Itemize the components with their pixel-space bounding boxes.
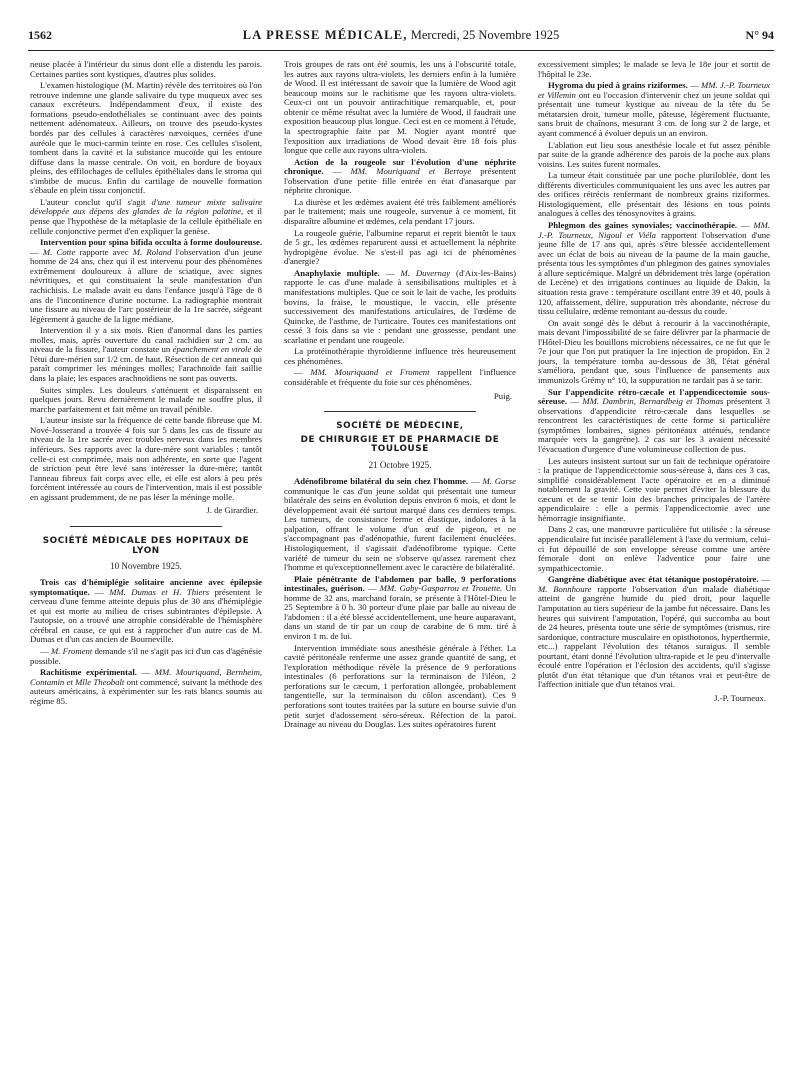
author: M. Froment [50, 646, 93, 657]
society-title: SOCIÉTÉ DE MÉDECINE, [336, 421, 464, 432]
page-header [28, 28, 774, 51]
divider [324, 411, 476, 412]
author: MM. Mouriquand et Bertoye [350, 166, 472, 177]
article-heading: Plaie pénétrante de l'abdomen par balle, 9 perforations intestinales, guérison. [284, 573, 516, 594]
paragraph: neuse placée à l'intérieur du sinus dont elle a distendu les parois. Certaines parties sont kystiques, d'autres plus solides. [30, 60, 262, 79]
divider [70, 526, 222, 527]
session-date: 21 Octobre 1925. [368, 460, 432, 471]
page-number: 1562 [28, 28, 52, 42]
article-heading: Hygroma du pied à grains riziformes. [548, 80, 688, 91]
paragraph: Intervention il y a six mois. Rien d'anormal dans les parties molles, mais, après ouverture du canal rachidien sur 2 cm. au niveau de la fissure, l'auteur constate un épanchement en virole de l'étui dure-mérien sur 1/2 cm. de haut. Résection de cet anneau qui paraît comprimer les méninges molles; l'arachnoïde fait saillie dans la plaie; les espaces arachnoïdiens ne sont pas ouverts. [30, 325, 262, 383]
article-entry: Intervention pour spina bifida occulta à forme douloureuse. — M. Cotte rapporte avec M. Roland l'observation d'un jeune homme de 24 ans, chez qui il est intervenu pour des phénomènes extrêmement douloureux à allure de sciatique, avec signes névritiques, et qui constituaient la seule manifestation d'un rachichisis. Le malade avait eu dans l'enfance jusqu'à l'âge de 8 ans de l'incontinence d'urine nocturne. La radiographie montrait une fissure au niveau de l'arc postérieur de la 1re sacrée, siégeant légèrement à gauche de la ligne médiane. [30, 237, 262, 324]
paragraph: Trois groupes de rats ont été soumis, les uns à l'obscurité totale, les autres aux rayons ultra-violets, les derniers enfin à la lumière de Wood. Il est intéressant de savoir que la lumière de Wood agit beaucoup moins sur le rachitisme que les rayons ultra-violets. Ceux-ci ont un pouvoir antirachitique remarquable, et, pour obtenir ce même résultat avec la lumière de Wood, il faudrait une exposition beaucoup plus longue. Ceci est en ce moment à l'étude, la spectrographie faite par M. Nogier ayant montré que l'exposition aux irradiations de Wood devait être 18 fois plus longue que celle aux rayons ultra-violets. [284, 60, 516, 156]
article-heading: Adénofibrome bilatéral du sein chez l'homme. [294, 476, 469, 487]
article-entry: Phlegmon des gaines synoviales; vaccinothérapie. — MM. J.-P. Tourneux, Nigoul et Viéla rapportent l'observation d'une jeune fille de 17 ans qui, après s'être blessée accidentellement avec un éclat de bois au niveau de la paume de la main gauche, présenta tous les symptômes d'un phlegmon des gaines synoviales à allure septicémique. Malgré un débridement très large (opération de Lecène) et des irrigations continues au liquide de Dakin, la situation resta grave : température oscillant entre 39 et 40, pouls à 120, affaissement, délire, suppuration très abondante, nécrose du tissu cellulaire, œdème remontant au-dessus du coude. [538, 220, 770, 317]
article-entry: Plaie pénétrante de l'abdomen par balle, 9 perforations intestinales, guérison. — MM. Gaby-Gasparrou et Trouette. Un homme de 32 ans, marchand forain, se présente à l'Hôtel-Dieu le 25 Septembre à 0 h. 30 porteur d'une plaie par balle au niveau de l'abdomen : il a été blessé accidentellement, une heure auparavant, dans un stand de tir par un coup de carabine de 6 mm. tiré à environ 1 m. de lui. [284, 573, 516, 642]
article-heading: Action de la rougeole sur l'évolution d'une néphrite chronique. [284, 156, 516, 177]
author: M. Cotte [42, 246, 76, 257]
author: M. Gorse [482, 476, 516, 487]
article-entry: Adénofibrome bilatéral du sein chez l'homme. — M. Gorse communique le cas d'un jeune soldat qui présentait une tumeur bilatérale des seins en évolution depuis environ 6 mois, et dont le développement avait été surtout marqué dans ces derniers temps. Les tumeurs, de consistance ferme et élastique, indolores à la palpation, offrant le volume d'un œuf de pigeon, et ne s'accompagnant pas d'adénopathie, furent facilement énucléées. Histologiquement, il s'agissait d'adénofibrome typique. Cette variété de tumeur du sein ne s'observe qu'assez rarement chez l'homme et qu'exceptionnellement avec le caractère de bilatéralité. [284, 476, 516, 573]
article-entry: Sur l'appendicite rétro-cæcale et l'appendicectomie sous-séreuse. — MM. Dambrin, Bernardbeig et Thomas présentent 3 observations d'appendicite rétro-cæcale dans lesquelles se rencontrent les caractéristiques de cette forme si particulière (symptômes lombaires, signes péritonéaux atténués, tendance marquée vers la gangrène). 2 cas sur les 3 avaient nécessité l'évacuation d'urgence d'une volumineuse collection de pus. [538, 386, 770, 454]
session-date: 10 Novembre 1925. [110, 561, 182, 572]
paragraph: La tumeur était constituée par une poche pluriloblée, dont les différents diverticules communiquaient les uns avec les autres par des orifices rétrécis renfermant de nombreux grains riziformes. Histologiquement, elle présentait des lésions en tous points analogues à celles des ténosynovites à grains. [538, 170, 770, 219]
article-heading: Gangrène diabétique avec état tétanique postopératoire. [548, 574, 759, 585]
issue-number: N° 94 [745, 28, 774, 42]
society-title: SOCIÉTÉ MÉDICALE DES HOPITAUX DE LYON [42, 535, 250, 556]
paragraph: La rougeole guérie, l'albumine reparut et reprit bientôt le taux de 5 gr., les œdèmes reparurent aussi et actuellement la néphrite hydropigène évolue. Ne s'est-il pas agi ici de phénomènes d'anergie? [284, 227, 516, 267]
paragraph: Les auteurs insistent surtout sur un fait de technique opératoire : la pratique de l'appendicectomie sous-séreuse à, dans ces 3 cas, simplifié considérablement l'acte opératoire et en a diminué notablement la gravité. Cette voie permet d'éviter la blessure du cæcum et de se tenir loin des branches principales de l'artère appendiculaire : elle a permis l'appendicectomie avec une hémorragie insignifiante. [538, 455, 770, 523]
article-entry: Gangrène diabétique avec état tétanique postopératoire. — M. Bonnhoure rapporte l'observation d'un malade diabétique atteint de gangrène humide du pied droit, pour laquelle l'amputation au tiers supérieur de la jambe fut nécessaire. Dans les heures qui suivirent l'amputation, l'opéré, qui succomba au bout de 24 heures, présenta toute une série de symptômes (trismus, rire sardonique, contracture musculaire en opisthotonos, hyperthermie, etc...) rappelant l'évolution des tétanos suraigus. Il semble pourtant, étant donné l'évolution ultra-rapide et le peu d'intervalle écoulé entre l'opération et l'éclosion des accidents, qu'il s'agisse plutôt d'un état tétanique que d'un tétanos vrai et peut-être de l'affection initiale que d'un tétanos vrai. [538, 574, 770, 690]
author: MM. J.-P. Tourneux et Villemin [538, 80, 770, 100]
article-heading: Intervention pour spina bifida occulta à forme douloureuse. [40, 237, 262, 248]
author: M. Duvernay [400, 267, 451, 278]
society-title: DE CHIRURGIE ET DE PHARMACIE DE TOULOUSE [300, 434, 500, 455]
article-entry: Hygroma du pied à grains riziformes. — MM. J.-P. Tourneux et Villemin ont eu l'occasion d'intervenir chez un jeune soldat qui présentait une tumeur kystique au niveau de la tête du 5e métatarsien droit, tumeur molle, pâteuse, légèrement fluctuante, sans bruit de chaînons, mesurant 3 cm. de long sur 2 de large, et ayant commencé à évoluer depuis un an environ. [538, 80, 770, 138]
paragraph: L'auteur conclut qu'il s'agit d'une tumeur mixte salivaire développée aux dépens des glandes de la région palatine, et il pense que l'hypothèse de la métaplasie de la cellule épithéliale en cellule conjonctive permet d'en expliquer la genèse. [30, 196, 262, 236]
journal-masthead [28, 28, 774, 43]
paragraph: excessivement simples; le malade se leva le 18e jour et sortit de l'hôpital le 23e. [538, 60, 770, 79]
author: MM. Gaby-Gasparrou et Trouette. [379, 583, 503, 594]
author: MM. Dumas et H. Thiers [109, 586, 210, 597]
paragraph: L'ablation eut lieu sous anesthésie locale et fut assez pénible par suite de la grande adhérence des parois de la poche aux plans voisins. Les suites furent normales. [538, 139, 770, 169]
author: MM. J.-P. Tourneux, Nigoul et Viéla [538, 220, 770, 240]
journal-title: LA PRESSE MÉDICALE, [242, 28, 408, 42]
paragraph: L'auteur insiste sur la fréquence de cette bande fibreuse que M. Nové-Josserand a trouvée 4 fois sur 5 dans les cas de fissure au niveau de la 1re sacrée avec troubles nerveux dans les membres inférieurs. Ses rapports avec la dure-mère sont variables : tantôt celle-ci est comprimée, mais non adhérente, en sorte que l'agent de striction peut être levé sans intéresser la dure-mère; tantôt l'anneau fibreux fait corps avec elle, et elle est alors à peu près forcément intéressée au cours de l'intervention, mais il est possible en agissant prudemment, de ne pas léser la méninge molle. [30, 415, 262, 502]
article-entry: Anaphylaxie multiple. — M. Duvernay (d'Aix-les-Bains) rapporte le cas d'une malade à sensibilisations multiples et à manifestations multiples. Que ce soit le lait de vache, les produits bovins, la fraise, le moustique, le vaccin, elle présente successivement des manifestations articulaires, de l'œdème de Quincke, de l'asthme, de l'urticaire. Toutes ces manifestations ont cessé 3 fois dans sa vie : pendant une grossesse, pendant une scarlatine et pendant une rougeole. [284, 267, 516, 345]
article-entry: Rachitisme expérimental. — MM. Mouriquand, Bernheim, Contamin et Mlle Theobalt ont commencé, suivant la méthode des auteurs américains, à expérimenter sur les rats blancs soumis au régime 85. [30, 667, 262, 706]
article-heading: Trois cas d'hémiplégie solitaire ancienne avec épilepsie symptomatique. [30, 577, 262, 597]
paragraph: On avait songé dès le début à recourir à la vaccinothérapie, mais devant l'impossibilité de se faire délivrer par la pharmacie de l'Hôtel-Dieu les bouillons microbiens nécessaires, ce ne fut que le 7e jour que l'on put pratiquer la 1re injection de propidon. En 2 jours, la température tomba au-dessous de 38, l'état général s'améliora, pendant que, sous l'influence de pansements aux immunizols Grémy n° 10, la suppuration ne tardait pas à se tarir. [538, 317, 770, 385]
article-entry: Action de la rougeole sur l'évolution d'une néphrite chronique. — MM. Mouriquand et Bertoye présentent l'observation d'une petite fille entrée en état d'anasarque par néphrite chronique. [284, 156, 516, 196]
paragraph: Dans 2 cas, une manœuvre particulière fut utilisée : la séreuse appendiculaire fut incisée parallèlement à l'axe du vermium, celui-ci fut dépouillé de son enveloppe séreuse comme une artère fémorale dont on enlève l'adventice pour faire une sympathicectomie. [538, 524, 770, 573]
author: MM. Mouriquand et Froment [310, 367, 430, 378]
paragraph: L'examen histologique (M. Martin) révèle des territoires où l'on retrouve indemne une glande salivaire du type muqueux avec ses canaux excréteurs. Indépendamment d'eux, il existe des formations pseudo-endothéliales se continuant avec des points nettement adénomateux. Ailleurs, on trouve des pseudo-kystes bordés par des cellules à caractères nævoiques, cernées d'une auréole que le muci-carmin teinte en rose. Ces cellules s'isolent, tombent dans la cavité et la substance mucoïde qui les entoure diffuse dans la masse centrale. On voit, en bordure de boyaux pleins, des effilochages de cellules épithéliales dans le stroma qui s'imbibe de mucus. Enfin du cartilage de nouvelle formation s'ébaule en plein tissu conjonctif. [30, 80, 262, 196]
column-right [538, 60, 770, 1075]
paragraph: — M. Froment demande s'il ne s'agit pas ici d'un cas d'agénésie possible. [30, 646, 262, 666]
issue-date: Mercredi, 25 Novembre 1925 [410, 28, 560, 42]
column-middle [284, 60, 516, 1075]
author: M. Roland [132, 246, 172, 257]
article-heading: Phlegmon des gaines synoviales; vaccinothérapie. [548, 220, 738, 230]
article-heading: Sur l'appendicite rétro-cæcale et l'appendicectomie sous-séreuse. [538, 386, 770, 407]
article-entry: Trois cas d'hémiplégie solitaire ancienne avec épilepsie symptomatique. — MM. Dumas et H. Thiers présentent le cerveau d'une femme atteinte depuis plus de 30 ans d'hémiplégie et qui est morte au milieu de crises subintrantes d'épilepsie. A l'autopsie, on a trouvé une atrophie considérable de l'hémisphère cérébral en cause, ce qui est à rapprocher d'un autre cas de M. Dumas et d'un cas ancien de Bourneville. [30, 577, 262, 645]
signature: J.-P. Tourneux. [714, 693, 766, 703]
paragraph: Intervention immédiate sous anesthésie générale à l'éther. La cavité péritonéale renferme une assez grande quantité de sang, et l'exploration méthodique révèle la présence de 9 perforations intestinales (6 perforations sur la terminaison de l'iléon, 2 perforations sur le cæcum, 1 perforation allongée, probablement tangentielle, sur la terminaison du côlon ascendant). Ces 9 perforations sont toutes traitées par la suture en bourse suivie d'un petit surjet d'adossement séro-séreux. Réfection de la paroi. Drainage au niveau du Douglas. Les suites opératoires furent [284, 642, 516, 730]
paragraph: La protéinothérapie thyroïdienne influence très heureusement ces phénomènes. [284, 346, 516, 366]
article-heading: Anaphylaxie multiple. [294, 267, 380, 278]
author: MM. Dambrin, Bernardbeig et Thomas [582, 396, 724, 407]
column-left [30, 60, 262, 1075]
paragraph: Suites simples. Les douleurs s'atténuent et disparaissent en quelques jours. Revu dernièrement le malade ne souffre plus, il marche parfaitement et fait même un travail pénible. [30, 384, 262, 414]
author: MM. Mouriquand, Bernheim, Contamin et Mlle Theobalt [30, 667, 262, 687]
article-heading: Rachitisme expérimental. [40, 667, 137, 678]
signature: J. de Girardier. [206, 505, 258, 516]
paragraph: — MM. Mouriquand et Froment rappellent l'influence considérable et fréquente du foie sur ces phénomènes. [284, 367, 516, 387]
signature: Puig. [493, 390, 512, 401]
author: M. Bonnhoure [538, 583, 592, 594]
paragraph: La diurèse et les œdèmes avaient été très faiblement améliorés par le traitement; mais une rougeole, survenue à ce moment, fit disparaître albumine et œdèmes, cela pendant 17 jours. [284, 196, 516, 226]
